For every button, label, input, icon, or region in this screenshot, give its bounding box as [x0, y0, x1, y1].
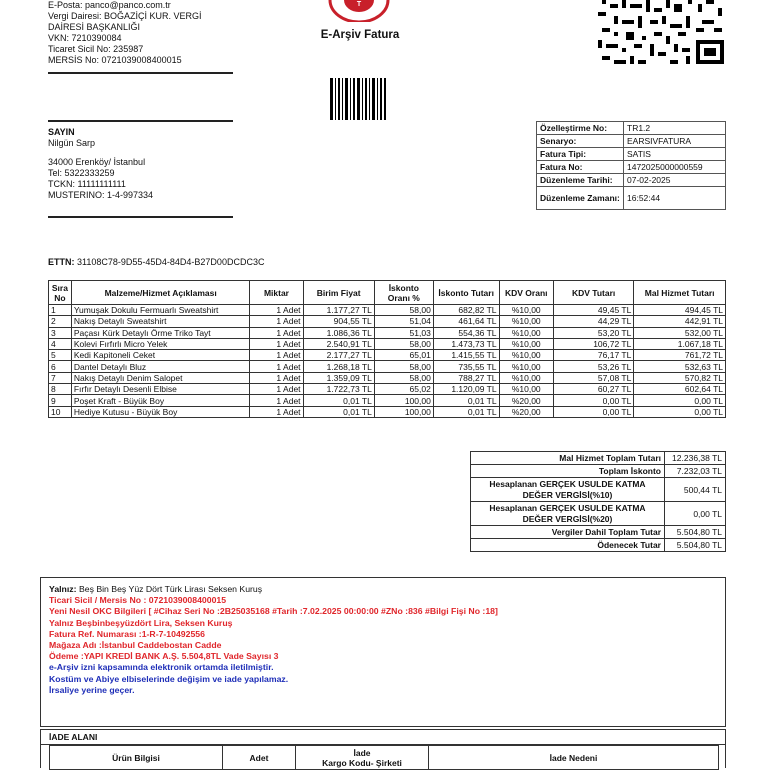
note-mersis: Ticari Sicil / Mersis No : 0721039008400015 — [49, 595, 227, 606]
note-amount-words: Yalnız Beşbinbeşyüzdört Lira, Seksen Kuruş — [49, 617, 233, 628]
note-return-policy: Kostüm ve Abiye elbiselerinde değişim ve iade yapılamaz. — [49, 673, 289, 684]
totals-key: Toplam İskonto — [471, 465, 665, 478]
info-row — [537, 148, 726, 161]
item-vat-amt: 57,08 TL — [553, 372, 633, 383]
item-qty: 1 Adet — [250, 350, 303, 361]
item-vat-rate: %10,00 — [499, 372, 553, 383]
spacer — [48, 149, 248, 157]
buyer-divider-bottom — [48, 216, 233, 218]
seller-email: E-Posta: panco@panco.com.tr — [48, 0, 171, 10]
item-total: 0,00 TL — [634, 406, 726, 417]
item-desc: Dantel Detaylı Bluz — [71, 361, 250, 372]
item-vat-rate: %10,00 — [499, 338, 553, 349]
amount-in-words-label: Yalnız: — [49, 584, 77, 594]
item-disc-amt: 788,27 TL — [433, 372, 499, 383]
item-price: 0,01 TL — [303, 395, 374, 406]
item-no: 10 — [49, 406, 72, 417]
item-vat-amt: 53,20 TL — [553, 327, 633, 338]
item-disc-amt: 1.415,55 TL — [433, 350, 499, 361]
item-disc-amt: 0,01 TL — [433, 406, 499, 417]
table-row — [49, 327, 726, 338]
item-total: 761,72 TL — [634, 350, 726, 361]
item-vat-rate: %10,00 — [499, 316, 553, 327]
buyer-name: Nilgün Sarp — [48, 138, 96, 148]
seller-tax-office-2: DAİRESİ BAŞKANLIĞI — [48, 22, 141, 32]
col-disc-rate: İskonto Oranı % — [374, 281, 433, 305]
items-body — [49, 305, 726, 418]
item-disc-rate: 65,01 — [374, 350, 433, 361]
table-row — [49, 361, 726, 372]
item-no: 3 — [49, 327, 72, 338]
totals-key: Hesaplanan GERÇEK USULDE KATMA DEĞER VERGİSİ(%20) — [471, 502, 665, 526]
item-disc-rate: 100,00 — [374, 406, 433, 417]
item-qty: 1 Adet — [250, 361, 303, 372]
info-row — [537, 174, 726, 187]
totals-value: 500,44 TL — [665, 478, 726, 502]
table-row — [49, 395, 726, 406]
return-col-product: Ürün Bilgisi — [50, 746, 223, 770]
totals-value: 12.236,38 TL — [665, 452, 726, 465]
item-disc-amt: 1.473,73 TL — [433, 338, 499, 349]
buyer-customer-no: MUSTERINO: 1-4-997334 — [48, 190, 154, 200]
item-price: 1.359,09 TL — [303, 372, 374, 383]
item-no: 2 — [49, 316, 72, 327]
ettn — [48, 257, 264, 268]
totals-row — [471, 478, 726, 502]
item-total: 602,64 TL — [634, 384, 726, 395]
table-row — [49, 338, 726, 349]
invoice-info-table — [536, 121, 726, 210]
seller-trade-registry: Ticaret Sicil No: 235987 — [48, 44, 144, 54]
info-value: 07-02-2025 — [624, 174, 726, 187]
item-total: 494,45 TL — [634, 305, 726, 316]
notes-box — [40, 577, 726, 727]
item-disc-amt: 682,82 TL — [433, 305, 499, 316]
totals-value: 5.504,80 TL — [665, 526, 726, 539]
item-no: 4 — [49, 338, 72, 349]
item-disc-amt: 735,55 TL — [433, 361, 499, 372]
item-vat-amt: 49,45 TL — [553, 305, 633, 316]
note-payment: Ödeme :YAPI KREDİ BANK A.Ş. 5.504,8TL Vade Sayısı 3 — [49, 651, 279, 662]
item-qty: 1 Adet — [250, 327, 303, 338]
item-desc: Yumuşak Dokulu Fermuarlı Sweatshirt — [71, 305, 250, 316]
item-no: 5 — [49, 350, 72, 361]
item-price: 0,01 TL — [303, 406, 374, 417]
item-total: 0,00 TL — [634, 395, 726, 406]
totals-row — [471, 539, 726, 552]
col-total: Mal Hizmet Tutarı — [634, 281, 726, 305]
item-disc-amt: 461,64 TL — [433, 316, 499, 327]
item-qty: 1 Adet — [250, 305, 303, 316]
item-vat-rate: %10,00 — [499, 361, 553, 372]
seller-tax-office: Vergi Dairesi: BOĞAZİÇİ KUR. VERGİ — [48, 11, 202, 21]
item-desc: Paçası Kürk Detaylı Örme Triko Tayt — [71, 327, 250, 338]
note-e-archive: e-Arşiv izni kapsamında elektronik ortamda iletilmiştir. — [49, 662, 274, 673]
item-vat-rate: %10,00 — [499, 305, 553, 316]
item-no: 9 — [49, 395, 72, 406]
return-header-row — [50, 746, 719, 770]
buyer-divider-top — [48, 120, 233, 122]
item-desc: Hediye Kutusu - Büyük Boy — [71, 406, 250, 417]
item-disc-rate: 51,03 — [374, 327, 433, 338]
buyer-heading: SAYIN — [48, 127, 75, 137]
item-vat-amt: 60,27 TL — [553, 384, 633, 395]
item-qty: 1 Adet — [250, 372, 303, 383]
gib-logo-icon — [328, 0, 390, 22]
item-disc-rate: 58,00 — [374, 338, 433, 349]
item-total: 532,63 TL — [634, 361, 726, 372]
item-qty: 1 Adet — [250, 384, 303, 395]
totals-value: 7.232,03 TL — [665, 465, 726, 478]
col-vat-rate: KDV Oranı — [499, 281, 553, 305]
item-no: 7 — [49, 372, 72, 383]
barcode-icon — [330, 78, 386, 120]
totals-row — [471, 452, 726, 465]
item-total: 442,91 TL — [634, 316, 726, 327]
note-invoice-ref: Fatura Ref. Numarası :1-R-7-10492556 — [49, 628, 205, 639]
item-vat-amt: 0,00 TL — [553, 395, 633, 406]
item-disc-rate: 58,00 — [374, 372, 433, 383]
item-total: 532,00 TL — [634, 327, 726, 338]
item-no: 6 — [49, 361, 72, 372]
info-key: Özelleştirme No: — [537, 122, 624, 135]
col-no: Sıra No — [49, 281, 72, 305]
return-col-cargo-line1: İade — [353, 747, 371, 758]
buyer-info — [48, 127, 248, 201]
info-key: Fatura No: — [537, 161, 624, 174]
info-key: Düzenleme Zamanı: — [537, 187, 624, 210]
totals-value: 0,00 TL — [665, 502, 726, 526]
col-desc: Malzeme/Hizmet Açıklaması — [71, 281, 250, 305]
item-disc-rate: 58,00 — [374, 305, 433, 316]
items-table — [48, 280, 726, 418]
table-row — [49, 316, 726, 327]
totals-row — [471, 526, 726, 539]
seller-vkn: VKN: 7210390084 — [48, 33, 122, 43]
item-price: 2.540,91 TL — [303, 338, 374, 349]
item-disc-amt: 0,01 TL — [433, 395, 499, 406]
info-row — [537, 187, 726, 210]
table-row — [49, 406, 726, 417]
info-value: TR1.2 — [624, 122, 726, 135]
item-qty: 1 Adet — [250, 395, 303, 406]
note-okc-info: Yeni Nesil OKC Bilgileri [ #Cihaz Seri No :2B25035168 #Tarih :7.02.2025 00:00:00 #ZNo :836 #Bilgi Fişi No :18] — [49, 606, 498, 617]
item-vat-rate: %10,00 — [499, 384, 553, 395]
totals-row — [471, 502, 726, 526]
info-row — [537, 161, 726, 174]
note-waybill: İrsaliye yerine geçer. — [49, 684, 135, 695]
col-disc-amt: İskonto Tutarı — [433, 281, 499, 305]
item-disc-rate: 65,02 — [374, 384, 433, 395]
info-value: SATIS — [624, 148, 726, 161]
item-disc-amt: 1.120,09 TL — [433, 384, 499, 395]
col-qty: Miktar — [250, 281, 303, 305]
return-table — [49, 745, 719, 770]
totals-key: Vergiler Dahil Toplam Tutar — [471, 526, 665, 539]
item-desc: Nakış Detaylı Denim Salopet — [71, 372, 250, 383]
buyer-address: 34000 Erenköy/ İstanbul — [48, 157, 146, 167]
item-vat-amt: 53,26 TL — [553, 361, 633, 372]
item-no: 8 — [49, 384, 72, 395]
totals-key: Hesaplanan GERÇEK USULDE KATMA DEĞER VERGİSİ(%10) — [471, 478, 665, 502]
return-col-cargo-line2: Kargo Kodu- Şirketi — [322, 757, 402, 768]
item-desc: Kedi Kapitoneli Ceket — [71, 350, 250, 361]
item-price: 1.177,27 TL — [303, 305, 374, 316]
item-desc: Poşet Kraft - Büyük Boy — [71, 395, 250, 406]
buyer-tckn: TCKN: 11111111111 — [48, 179, 126, 189]
note-store-name: Mağaza Adı :İstanbul Caddebostan Cadde — [49, 640, 222, 651]
qr-code-icon — [598, 0, 726, 65]
item-price: 2.177,27 TL — [303, 350, 374, 361]
item-price: 1.268,18 TL — [303, 361, 374, 372]
item-vat-rate: %10,00 — [499, 327, 553, 338]
return-col-qty: Adet — [223, 746, 296, 770]
return-col-reason: İade Nedeni — [429, 746, 719, 770]
item-vat-rate: %20,00 — [499, 406, 553, 417]
item-vat-amt: 106,72 TL — [553, 338, 633, 349]
table-row — [49, 384, 726, 395]
item-desc: Nakış Detaylı Sweatshirt — [71, 316, 250, 327]
totals-key: Ödenecek Tutar — [471, 539, 665, 552]
totals-value: 5.504,80 TL — [665, 539, 726, 552]
items-header-row — [49, 281, 726, 305]
document-title: E-Arşiv Fatura — [320, 29, 400, 41]
amount-in-words-text: Beş Bin Beş Yüz Dört Türk Lirası Seksen Kuruş — [76, 584, 263, 594]
seller-divider — [48, 72, 233, 74]
info-row — [537, 135, 726, 148]
item-price: 1.086,36 TL — [303, 327, 374, 338]
return-col-cargo — [296, 746, 429, 770]
item-price: 1.722,73 TL — [303, 384, 374, 395]
amount-in-words — [49, 584, 717, 595]
info-value: 1472025000000559 — [624, 161, 726, 174]
item-vat-amt: 44,29 TL — [553, 316, 633, 327]
buyer-tel: Tel: 5322333259 — [48, 168, 115, 178]
table-row — [49, 372, 726, 383]
item-total: 1.067,18 TL — [634, 338, 726, 349]
item-price: 904,55 TL — [303, 316, 374, 327]
item-disc-rate: 58,00 — [374, 361, 433, 372]
item-qty: 1 Adet — [250, 406, 303, 417]
item-vat-amt: 76,17 TL — [553, 350, 633, 361]
info-key: Senaryo: — [537, 135, 624, 148]
ettn-value: 31108C78-9D55-45D4-84D4-B27D00DCDC3C — [77, 257, 265, 267]
info-key: Fatura Tipi: — [537, 148, 624, 161]
item-vat-amt: 0,00 TL — [553, 406, 633, 417]
item-desc: Kolevi Fırfırlı Micro Yelek — [71, 338, 250, 349]
item-total: 570,82 TL — [634, 372, 726, 383]
totals-key: Mal Hizmet Toplam Tutarı — [471, 452, 665, 465]
totals-table — [470, 451, 726, 552]
seller-mersis: MERSİS No: 0721039008400015 — [48, 55, 182, 65]
info-value: EARSIVFATURA — [624, 135, 726, 148]
item-vat-rate: %20,00 — [499, 395, 553, 406]
svg-text:T: T — [356, 1, 362, 8]
info-key: Düzenleme Tarihi: — [537, 174, 624, 187]
item-vat-rate: %10,00 — [499, 350, 553, 361]
return-area-title: İADE ALANI — [41, 730, 725, 745]
totals-row — [471, 465, 726, 478]
table-row — [49, 350, 726, 361]
item-disc-rate: 100,00 — [374, 395, 433, 406]
col-price: Birim Fiyat — [303, 281, 374, 305]
item-desc: Fırfır Detaylı Desenli Elbise — [71, 384, 250, 395]
item-qty: 1 Adet — [250, 316, 303, 327]
info-row — [537, 122, 726, 135]
table-row — [49, 305, 726, 316]
info-value: 16:52:44 — [624, 187, 726, 210]
ettn-label: ETTN: — [48, 257, 75, 267]
col-vat-amt: KDV Tutarı — [553, 281, 633, 305]
item-no: 1 — [49, 305, 72, 316]
seller-info — [48, 0, 238, 66]
item-qty: 1 Adet — [250, 338, 303, 349]
item-disc-rate: 51,04 — [374, 316, 433, 327]
item-disc-amt: 554,36 TL — [433, 327, 499, 338]
return-area — [40, 729, 726, 768]
